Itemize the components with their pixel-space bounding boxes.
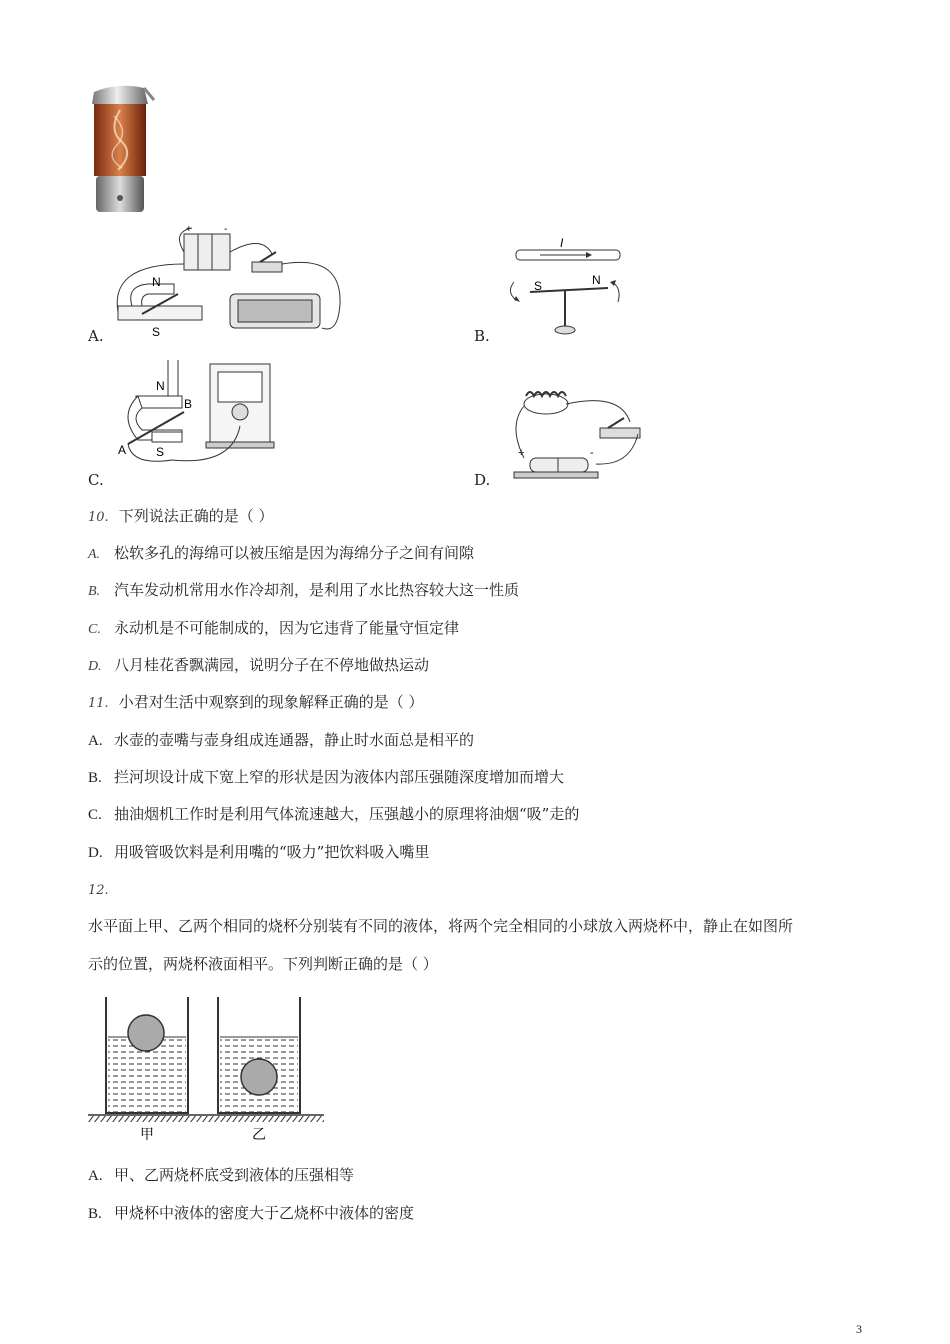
figure-d-label: D. [474,471,491,489]
q10-option-a [88,543,474,565]
figure-a-n-label: N [152,275,161,289]
q10-stem-text: 下列说法正确的是（ ） [118,507,274,525]
q10-option-c-text: 永动机是不可能制成的，因为它违背了能量守恒定律 [114,619,460,637]
q11-option-a-text: 水壶的壶嘴与壶身组成连通器，静止时水面总是相平的 [114,731,475,749]
q12-option-b-text: 甲烧杯中液体的密度大于乙烧杯中液体的密度 [114,1204,415,1222]
figure-c-a-label: A [118,443,127,457]
battery-plus-label: + [186,224,192,235]
figure-c-n-label: N [156,379,165,393]
q10-option-c [88,618,459,640]
q11-stem [88,692,423,714]
figure-b-n-label: N [592,273,601,287]
figure-c-diagram [112,356,282,466]
q10-option-d-text: 八月桂花香飘满园，说明分子在不停地做热运动 [114,656,430,674]
q10-option-d [88,655,429,677]
ball-yi [241,1059,277,1095]
q11-option-b-letter: B. [88,770,102,786]
q12-number: 12. [88,883,109,898]
q12-option-b [88,1203,414,1224]
q11-option-a [88,730,474,751]
q11-option-a-letter: A. [88,733,103,749]
q11-option-d-text: 用吸管吸饮料是利用嘴的“吸力”把饮料吸入嘴里 [114,843,430,861]
q12-stem-line-1: 水平面上甲、乙两个相同的烧杯分别装有不同的液体，将两个完全相同的小球放入两烧杯中，静止在如图所 [88,917,794,935]
figure-c-b-label: B [184,397,193,411]
q11-option-c-text: 抽油烟机工作时是利用气体流速越大，压强越小的原理将油烟“吸”走的 [114,805,580,823]
q12-option-a [88,1165,354,1186]
figure-d-diagram [500,386,650,482]
q10-option-c-letter: C. [88,622,101,637]
beaker-jia-label: 甲 [140,1126,154,1142]
q11-option-c [88,804,579,825]
q11-option-b [88,767,564,788]
q12-stem-line-2: 示的位置，两烧杯液面相平。下列判断正确的是（ ） [88,955,438,973]
page-number: 3 [856,1322,862,1336]
figure-b-label: B. [474,327,490,345]
current-label: I [560,236,564,250]
beakers-diagram [88,995,328,1145]
blender-cup-image [88,80,158,215]
figure-b-diagram [500,230,640,340]
q11-option-c-letter: C. [88,807,102,823]
figure-d-plus-label: + [518,447,525,459]
q11-option-b-text: 拦河坝设计成下宽上窄的形状是因为液体内部压强随深度增加而增大 [114,768,565,786]
figure-a-s-label: S [152,325,161,339]
q10-number: 10. [88,510,109,525]
beaker-yi-label: 乙 [252,1126,266,1142]
q10-option-b [88,580,519,602]
q10-option-d-letter: D. [88,659,102,674]
q11-option-d [88,842,429,863]
figure-d-minus-label: - [590,447,594,459]
figure-b-s-label: S [534,279,543,293]
figure-a-label: A. [88,327,104,345]
q10-option-a-text: 松软多孔的海绵可以被压缩是因为海绵分子之间有间隙 [114,544,475,562]
q10-option-a-letter: A. [88,547,101,562]
figure-c-label: C. [88,471,104,489]
q10-option-b-letter: B. [88,584,101,599]
battery-minus-label: - [224,224,228,235]
figure-c-s-label: S [156,445,165,459]
q12-option-b-letter: B. [88,1206,102,1222]
q10-stem [88,506,273,528]
ball-jia [128,1015,164,1051]
q12-number-line [88,879,119,901]
q10-option-b-text: 汽车发动机常用水作冷却剂，是利用了水比热容较大这一性质 [114,581,520,599]
q11-stem-text: 小君对生活中观察到的现象解释正确的是（ ） [118,693,424,711]
q12-option-a-letter: A. [88,1168,103,1184]
q11-number: 11. [88,696,109,711]
figure-a-diagram [112,224,347,340]
q11-option-d-letter: D. [88,845,103,861]
q12-option-a-text: 甲、乙两烧杯底受到液体的压强相等 [114,1166,355,1184]
